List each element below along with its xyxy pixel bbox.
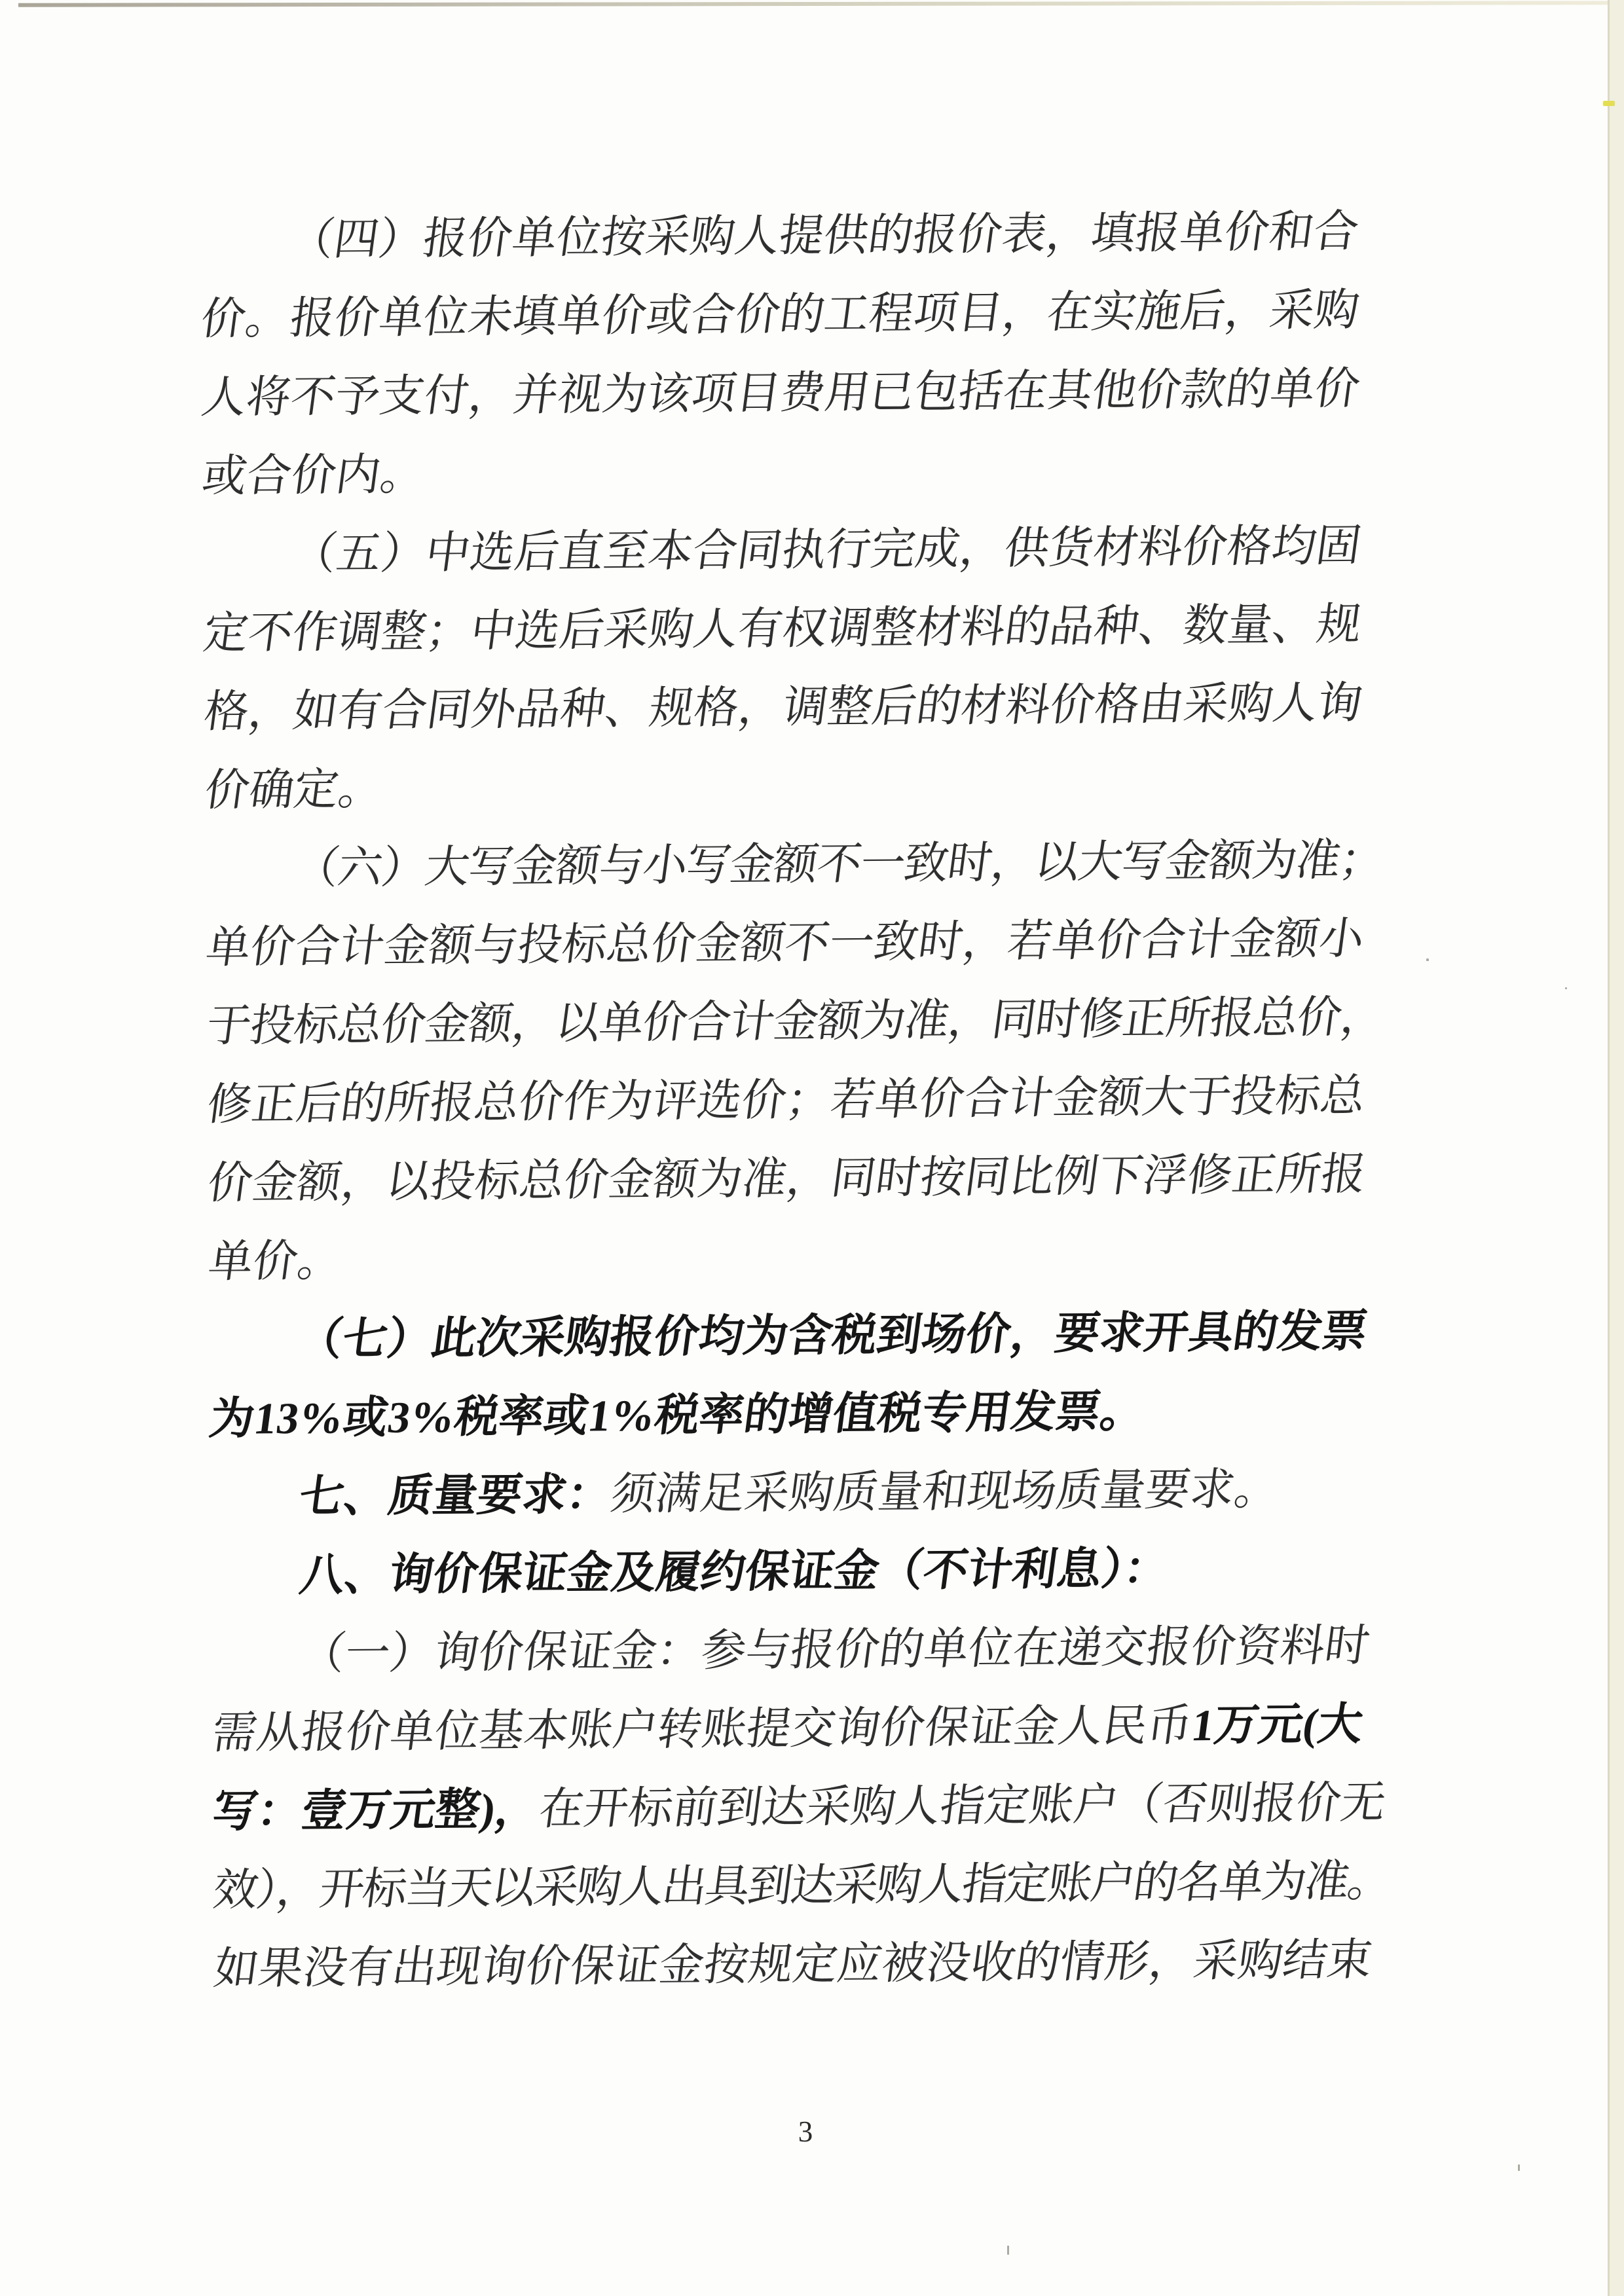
text-line — [199, 663, 1388, 751]
text-run: 单价合计金额与投标总价金额不一致时，若单价合计金额小 — [202, 913, 1367, 973]
text-run: 在开标前到达采购人指定账户（否则报价无 — [536, 1777, 1389, 1834]
text-line — [204, 1213, 1393, 1301]
paragraph-clause-8-1 — [207, 1606, 1394, 2008]
text-line — [201, 899, 1390, 987]
text-run: 须满足采购质量和现场质量要求。 — [608, 1464, 1283, 1520]
text-run: 修正后的所报总价作为评选价；若单价合计金额大于投标总 — [204, 1070, 1369, 1130]
text-run: 需从报价单位基本账户转账提交询价保证金人民币 — [209, 1700, 1196, 1758]
text-line — [197, 428, 1386, 515]
text-run-bold: 七、质量要求： — [296, 1469, 615, 1522]
scan-speck — [1007, 2246, 1009, 2255]
text-run: 定不作调整；中选后采购人有权调整材料的品种、数量、规 — [200, 599, 1365, 659]
scan-mark-yellow — [1603, 101, 1615, 106]
text-line — [209, 1920, 1398, 2008]
text-run: 单价。 — [205, 1235, 346, 1287]
text-line — [198, 585, 1388, 672]
paragraph-section-8-deposit — [206, 1527, 1386, 1615]
text-run-bold: 八、询价保证金及履约保证金（不计利息）： — [297, 1543, 1172, 1600]
text-line — [205, 1370, 1394, 1458]
page-number: 3 — [798, 2115, 813, 2148]
text-run: （四）报价单位按采购人提供的报价表，填报单价和合 — [286, 206, 1362, 265]
text-line — [206, 1527, 1395, 1615]
text-line — [200, 820, 1390, 908]
text-run: （六）大写金额与小写金额不一致时，以大写金额为准； — [291, 834, 1387, 893]
text-line — [207, 1685, 1396, 1772]
document-body — [196, 192, 1394, 2008]
text-run-bold: （七）此次采购报价均为含税到场价，要求开具的发票 — [295, 1306, 1371, 1364]
scan-edge-top — [18, 1, 1624, 7]
scan-speck — [1565, 987, 1567, 989]
text-run: 效），开标当天以采购人出具到达采购人指定账户的名单为准。 — [210, 1855, 1394, 1916]
text-line — [195, 192, 1384, 280]
text-line — [196, 349, 1386, 437]
text-run: 价。报价单位未填单价或合价的工程项目，在实施后，采购 — [198, 285, 1363, 344]
text-line — [202, 977, 1391, 1065]
text-run: （一）询价保证金：参与报价的单位在递交报价资料时 — [297, 1620, 1373, 1679]
paragraph-section-7-quality — [206, 1449, 1385, 1537]
text-line — [204, 1292, 1393, 1379]
paragraph-clause-5 — [198, 506, 1380, 829]
text-run-bold: 写：壹万元整)， — [210, 1784, 543, 1837]
text-line — [208, 1763, 1397, 1851]
text-line — [198, 506, 1387, 594]
text-line — [206, 1449, 1395, 1537]
text-run: 于投标总价金额，以单价合计金额为准，同时修正所报总价， — [203, 991, 1388, 1051]
text-line — [200, 742, 1389, 829]
scan-speck — [1518, 2164, 1520, 2171]
text-run: 人将不予支付，并视为该项目费用已包括在其他价款的单价 — [198, 363, 1363, 423]
text-run: 格，如有合同外品种、规格，调整后的材料价格由采购人询 — [201, 678, 1366, 737]
text-line — [208, 1842, 1397, 1929]
text-run: 如果没有出现询价保证金按规定应被没收的情形，采购结束 — [211, 1935, 1376, 1994]
paragraph-clause-7 — [204, 1292, 1384, 1458]
text-line — [203, 1135, 1392, 1222]
text-run-bold: 1万元(大 — [1189, 1699, 1366, 1751]
text-line — [202, 1056, 1392, 1144]
text-line — [196, 270, 1385, 358]
scan-edge-right — [1608, 0, 1624, 2296]
text-run: 价金额，以投标总价金额为准，同时按同比例下浮修正所报 — [204, 1149, 1369, 1209]
scan-speck — [1426, 958, 1429, 961]
text-line — [206, 1606, 1395, 1694]
text-run-bold: 为13%或3%税率或1%税率的增值税专用发票。 — [206, 1386, 1149, 1444]
text-run: 价确定。 — [201, 763, 387, 816]
text-run: （五）中选后直至本合同执行完成，供货材料价格均固 — [289, 520, 1365, 579]
paragraph-clause-4 — [196, 192, 1377, 515]
paragraph-clause-6 — [201, 820, 1388, 1301]
text-run: 或合价内。 — [199, 449, 429, 501]
